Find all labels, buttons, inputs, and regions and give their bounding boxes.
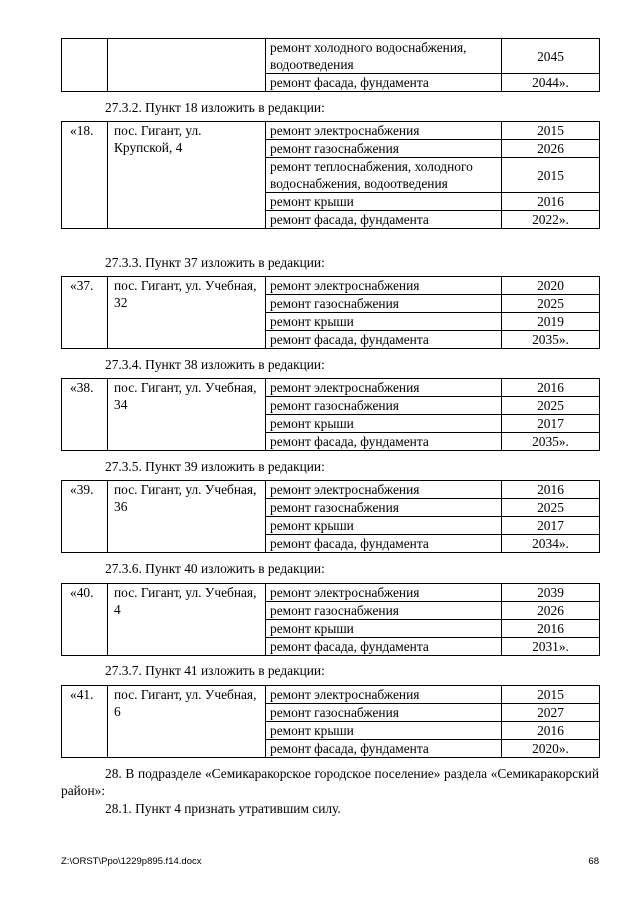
item-number: «38. (62, 379, 108, 451)
item-table (61, 583, 600, 656)
year-cell: 2020». (502, 740, 600, 758)
year-cell: 2016 (502, 481, 600, 499)
continuation-table (61, 38, 600, 92)
table-row (62, 686, 600, 704)
item-table (61, 378, 600, 451)
work-cell: ремонт газоснабжения (266, 602, 502, 620)
item-address: пос. Гигант, ул. Учебная, 6 (108, 686, 266, 758)
item-table (61, 480, 600, 553)
year-cell: 2025 (502, 295, 600, 313)
work-cell: ремонт газоснабжения (266, 704, 502, 722)
year-cell: 2016 (502, 379, 600, 397)
work-cell: ремонт крыши (266, 722, 502, 740)
work-cell: ремонт фасада, фундамента (266, 638, 502, 656)
work-cell: ремонт фасада, фундамента (266, 331, 502, 349)
year-cell: 2017 (502, 415, 600, 433)
year-cell: 2035». (502, 331, 600, 349)
section-heading: 27.3.7. Пункт 41 изложить в редакции: (105, 663, 325, 678)
number-cell (62, 39, 108, 92)
year-cell: 2020 (502, 277, 600, 295)
footer-page-number: 68 (588, 856, 599, 867)
work-cell: ремонт электроснабжения (266, 686, 502, 704)
item-number: «18. (62, 122, 108, 229)
footer-file-path: Z:\ORST\Ppo\1229p895.f14.docx (61, 856, 202, 867)
year-cell: 2022». (502, 211, 600, 229)
work-cell: ремонт фасада, фундамента (266, 74, 502, 92)
section-heading: 27.3.2. Пункт 18 изложить в редакции: (105, 100, 325, 115)
work-cell: ремонт газоснабжения (266, 499, 502, 517)
table-row (62, 481, 600, 499)
work-cell: ремонт электроснабжения (266, 379, 502, 397)
address-cell (108, 39, 266, 92)
year-cell: 2045 (502, 39, 600, 74)
year-cell: 2025 (502, 499, 600, 517)
work-cell: ремонт крыши (266, 620, 502, 638)
work-cell: ремонт электроснабжения (266, 122, 502, 140)
year-cell: 2016 (502, 620, 600, 638)
work-cell: ремонт электроснабжения (266, 277, 502, 295)
year-cell: 2015 (502, 686, 600, 704)
item-table (61, 276, 600, 349)
year-cell: 2026 (502, 140, 600, 158)
section-heading: 27.3.4. Пункт 38 изложить в редакции: (105, 357, 325, 372)
item-address: пос. Гигант, ул. Учебная, 32 (108, 277, 266, 349)
work-cell: ремонт крыши (266, 193, 502, 211)
section-heading: 27.3.6. Пункт 40 изложить в редакции: (105, 561, 325, 576)
paragraph-28: 28. В подразделе «Семикаракорское городское поселение» раздела «Семикаракорский район»: (61, 766, 599, 798)
year-cell: 2025 (502, 397, 600, 415)
table-row (62, 379, 600, 397)
work-cell: ремонт фасада, фундамента (266, 433, 502, 451)
year-cell: 2027 (502, 704, 600, 722)
item-address: пос. Гигант, ул. Учебная, 36 (108, 481, 266, 553)
year-cell: 2016 (502, 193, 600, 211)
item-number: «37. (62, 277, 108, 349)
year-cell: 2039 (502, 584, 600, 602)
year-cell: 2015 (502, 122, 600, 140)
work-cell: ремонт фасада, фундамента (266, 211, 502, 229)
work-cell: ремонт газоснабжения (266, 397, 502, 415)
work-cell: ремонт крыши (266, 517, 502, 535)
year-cell: 2044». (502, 74, 600, 92)
work-cell: ремонт крыши (266, 415, 502, 433)
section-heading: 27.3.5. Пункт 39 изложить в редакции: (105, 459, 325, 474)
item-number: «41. (62, 686, 108, 758)
work-cell: ремонт газоснабжения (266, 140, 502, 158)
item-address: пос. Гигант, ул. Крупской, 4 (108, 122, 266, 229)
work-cell: ремонт крыши (266, 313, 502, 331)
item-table (61, 121, 600, 229)
paragraph-28-1: 28.1. Пункт 4 признать утратившим силу. (105, 801, 341, 816)
work-cell: ремонт фасада, фундамента (266, 740, 502, 758)
work-cell: ремонт электроснабжения (266, 584, 502, 602)
item-table (61, 685, 600, 758)
year-cell: 2031». (502, 638, 600, 656)
work-cell: ремонт холодного водоснабжения, водоотведения (266, 39, 502, 74)
work-cell: ремонт газоснабжения (266, 295, 502, 313)
work-cell: ремонт фасада, фундамента (266, 535, 502, 553)
item-number: «40. (62, 584, 108, 656)
year-cell: 2015 (502, 158, 600, 193)
work-cell: ремонт теплоснабжения, холодного водоснабжения, водоотведения (266, 158, 502, 193)
table-row (62, 39, 600, 74)
item-number: «39. (62, 481, 108, 553)
year-cell: 2017 (502, 517, 600, 535)
table-row (62, 277, 600, 295)
table-row (62, 122, 600, 140)
year-cell: 2026 (502, 602, 600, 620)
section-heading: 27.3.3. Пункт 37 изложить в редакции: (105, 255, 325, 270)
year-cell: 2035». (502, 433, 600, 451)
item-address: пос. Гигант, ул. Учебная, 4 (108, 584, 266, 656)
year-cell: 2016 (502, 722, 600, 740)
work-cell: ремонт электроснабжения (266, 481, 502, 499)
year-cell: 2019 (502, 313, 600, 331)
year-cell: 2034». (502, 535, 600, 553)
item-address: пос. Гигант, ул. Учебная, 34 (108, 379, 266, 451)
table-row (62, 584, 600, 602)
